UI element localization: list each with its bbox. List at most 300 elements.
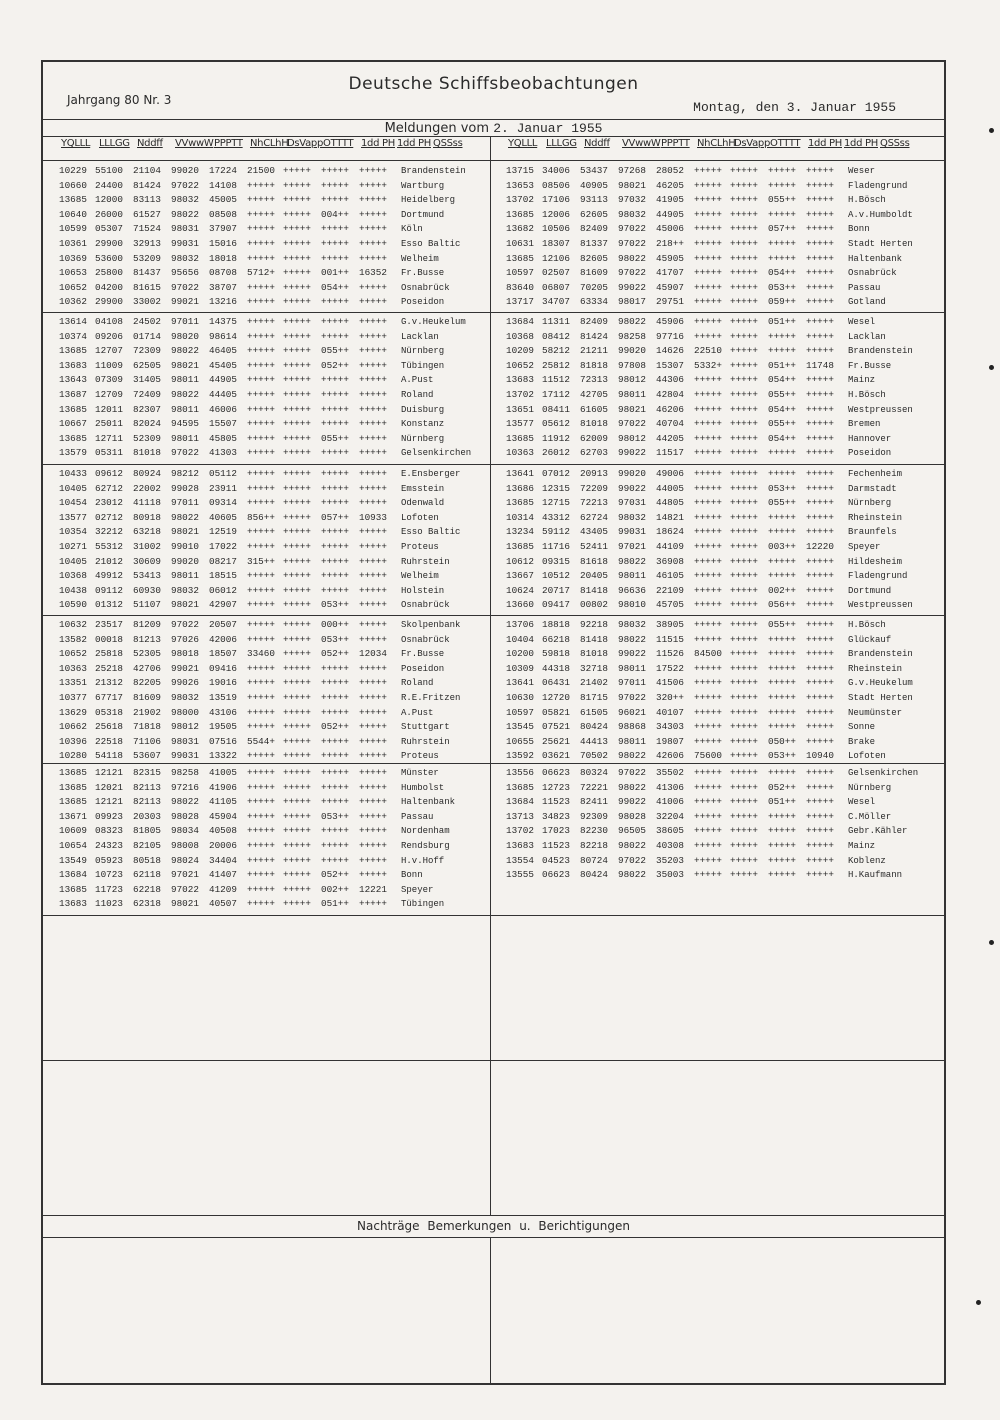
wind-code: 53607	[133, 750, 161, 762]
visibility-code: 98022	[618, 869, 646, 881]
position-code: 44318	[542, 662, 570, 674]
cloud-code: +++++	[694, 810, 722, 822]
wave-code-1: +++++	[359, 619, 387, 630]
wave-code-1: +++++	[806, 692, 834, 703]
wave-code-1: +++++	[806, 432, 834, 444]
wind-code: 72209	[580, 482, 608, 494]
cloud-code: +++++	[694, 194, 722, 206]
visibility-code: 97031	[618, 497, 646, 509]
station-code: 13685	[506, 497, 534, 509]
temp-code: +++++	[768, 869, 796, 881]
position-code: 04108	[95, 316, 123, 327]
course-code: +++++	[730, 721, 758, 733]
cloud-code: +++++	[694, 692, 722, 703]
temp-code: 004++	[321, 208, 349, 220]
temp-code: 057++	[321, 511, 349, 523]
position-code: 12021	[95, 781, 123, 793]
wave-code-1: +++++	[359, 374, 387, 386]
station-code: 13685	[59, 796, 87, 808]
column-header: 1dd PH	[361, 138, 395, 149]
wave-code-1: +++++	[359, 223, 387, 235]
ship-name: Konstanz	[401, 419, 445, 430]
position-code: 11523	[542, 840, 570, 851]
temp-code: +++++	[321, 767, 349, 778]
visibility-code: 98032	[618, 619, 646, 630]
column-header: QSSss	[433, 138, 463, 149]
ship-name: H.Kaufmann	[848, 870, 903, 881]
course-code: +++++	[283, 194, 311, 206]
wind-code: 81418	[580, 633, 608, 645]
ship-name: Rheinstein	[848, 512, 903, 523]
cloud-code: +++++	[694, 432, 722, 444]
station-code: 13685	[506, 781, 534, 793]
ship-name: Hannover	[848, 433, 892, 444]
wind-code: 41118	[133, 497, 161, 509]
meldungen-label: Meldungen vom	[384, 121, 490, 136]
station-code: 10363	[506, 447, 534, 459]
temp-code: +++++	[321, 584, 349, 596]
pressure-code: 41005	[209, 767, 237, 778]
ship-name: Stuttgart	[401, 722, 450, 733]
cloud-code: +++++	[247, 418, 275, 430]
pressure-code: 49006	[656, 468, 684, 479]
course-code: +++++	[283, 432, 311, 444]
temp-code: 055++	[768, 619, 796, 630]
position-code: 02507	[542, 267, 570, 279]
wind-code: 81018	[580, 418, 608, 430]
ship-name: Bremen	[848, 419, 881, 430]
temp-code: +++++	[321, 316, 349, 327]
pressure-code: 40507	[209, 898, 237, 910]
course-code: +++++	[283, 389, 311, 400]
ship-name: A.Pust	[401, 375, 434, 386]
course-code: +++++	[730, 403, 758, 415]
cloud-code: +++++	[694, 296, 722, 308]
position-code: 66218	[542, 633, 570, 645]
station-code: 13686	[506, 482, 534, 494]
temp-code: +++++	[321, 296, 349, 308]
visibility-code: 97022	[171, 883, 199, 895]
page-title: Deutsche Schiffsbeobachtungen	[348, 74, 639, 94]
station-code: 10404	[506, 633, 534, 645]
station-code: 10630	[506, 692, 534, 703]
cloud-code: +++++	[247, 767, 275, 778]
column-header: 1dd PH	[808, 138, 842, 149]
position-code: 05307	[95, 223, 123, 235]
cloud-code: +++++	[694, 403, 722, 415]
course-code: +++++	[730, 267, 758, 279]
wind-code: 82605	[580, 252, 608, 264]
wave-code-1: 10940	[806, 750, 834, 762]
course-code: +++++	[730, 555, 758, 567]
cloud-code: +++++	[694, 267, 722, 279]
wind-code: 53437	[580, 165, 608, 176]
temp-code: 054++	[768, 403, 796, 415]
cloud-code: 5332+	[694, 359, 722, 371]
pressure-code: 11515	[656, 633, 684, 645]
station-code: 10396	[59, 735, 87, 747]
course-code: +++++	[283, 403, 311, 415]
wave-code-1: +++++	[359, 497, 387, 509]
wind-code: 81609	[580, 267, 608, 279]
course-code: +++++	[283, 267, 311, 279]
station-code: 13234	[506, 526, 534, 538]
nachtraege-divider	[490, 1237, 491, 1385]
position-code: 11912	[542, 432, 570, 444]
position-code: 06431	[542, 677, 570, 689]
wind-code: 32913	[133, 238, 161, 249]
wave-code-1: +++++	[806, 252, 834, 264]
temp-code: 002++	[768, 584, 796, 596]
course-code: +++++	[283, 208, 311, 220]
wind-code: 81805	[133, 825, 161, 837]
position-code: 59818	[542, 648, 570, 660]
course-code: +++++	[283, 584, 311, 596]
temp-code: +++++	[321, 781, 349, 793]
ship-name: Nordenham	[401, 826, 450, 837]
visibility-code: 97022	[618, 767, 646, 778]
visibility-code: 98021	[171, 526, 199, 538]
temp-code: +++++	[321, 330, 349, 342]
station-code: 13684	[506, 796, 534, 808]
pressure-code: 28052	[656, 165, 684, 176]
position-code: 09112	[95, 584, 123, 596]
ship-name: Esso Baltic	[401, 239, 461, 249]
cloud-code: +++++	[247, 599, 275, 611]
temp-code: +++++	[321, 825, 349, 837]
station-code: 10200	[506, 648, 534, 660]
ship-name: R.E.Fritzen	[401, 693, 461, 703]
temp-code: 053++	[768, 482, 796, 494]
wind-code: 52305	[133, 648, 161, 660]
ship-name: Mainz	[848, 375, 876, 386]
wave-code-1: +++++	[806, 296, 834, 308]
position-code: 20717	[542, 584, 570, 596]
temp-code: +++++	[768, 854, 796, 866]
cloud-code: +++++	[247, 570, 275, 582]
temp-code: 055++	[321, 345, 349, 357]
wind-code: 53209	[133, 252, 161, 264]
ship-name: Poseidon	[401, 297, 445, 308]
course-code: +++++	[283, 541, 311, 552]
station-code: 13643	[59, 374, 87, 386]
cloud-code: +++++	[694, 223, 722, 235]
visibility-code: 98022	[171, 796, 199, 808]
wave-code-1: +++++	[806, 648, 834, 660]
wave-code-1: +++++	[359, 432, 387, 444]
pressure-code: 40107	[656, 706, 684, 718]
temp-code: 050++	[768, 735, 796, 747]
cloud-code: +++++	[694, 418, 722, 430]
wave-code-1: 12220	[806, 541, 834, 552]
position-code: 62712	[95, 482, 123, 494]
temp-code: 055++	[768, 418, 796, 430]
wind-code: 72409	[133, 389, 161, 400]
cloud-code: +++++	[247, 223, 275, 235]
position-code: 12709	[95, 389, 123, 400]
visibility-code: 99020	[171, 165, 199, 176]
visibility-code: 98022	[171, 345, 199, 357]
course-code: +++++	[730, 526, 758, 538]
pressure-code: 46206	[656, 403, 684, 415]
position-code: 17023	[542, 825, 570, 837]
visibility-code: 98022	[618, 750, 646, 762]
ship-name: Tübingen	[401, 360, 445, 371]
visibility-code: 97011	[618, 677, 646, 689]
wave-code-1: +++++	[806, 316, 834, 327]
course-code: +++++	[283, 179, 311, 191]
punch-hole	[989, 940, 994, 945]
temp-code: +++++	[768, 825, 796, 837]
ship-name: Braunfels	[848, 527, 897, 538]
visibility-code: 98022	[618, 840, 646, 851]
temp-code: +++++	[321, 194, 349, 206]
visibility-code: 98868	[618, 721, 646, 733]
station-code: 13685	[506, 208, 534, 220]
temp-code: +++++	[321, 555, 349, 567]
pressure-code: 38905	[656, 619, 684, 630]
ship-name: Gotland	[848, 297, 886, 308]
ship-name: Haltenbank	[401, 797, 456, 808]
position-code: 11009	[95, 359, 123, 371]
course-code: +++++	[730, 735, 758, 747]
station-code: 13683	[506, 374, 534, 386]
visibility-code: 99022	[618, 648, 646, 660]
wave-code-1: +++++	[806, 796, 834, 808]
wave-code-1: +++++	[806, 555, 834, 567]
cloud-code: 5712+	[247, 267, 275, 279]
wave-code-1: +++++	[806, 208, 834, 220]
cloud-code: +++++	[694, 825, 722, 837]
course-code: +++++	[730, 447, 758, 459]
course-code: +++++	[730, 854, 758, 866]
ship-name: Skolpenbank	[401, 620, 461, 630]
pressure-code: 46405	[209, 345, 237, 357]
wind-code: 81418	[580, 584, 608, 596]
course-code: +++++	[730, 389, 758, 400]
wind-code: 82113	[133, 781, 161, 793]
temp-code: 052++	[321, 359, 349, 371]
cloud-code: +++++	[247, 497, 275, 509]
wind-code: 62218	[133, 883, 161, 895]
course-code: +++++	[730, 468, 758, 479]
station-code: 10363	[59, 662, 87, 674]
pressure-code: 08217	[209, 555, 237, 567]
visibility-code: 99022	[618, 281, 646, 293]
cloud-code: +++++	[247, 825, 275, 837]
temp-code: +++++	[321, 179, 349, 191]
pressure-code: 35003	[656, 869, 684, 881]
wind-code: 82409	[580, 223, 608, 235]
wave-code-1: +++++	[806, 418, 834, 430]
visibility-code: 98010	[618, 599, 646, 611]
punch-hole	[989, 128, 994, 133]
visibility-code: 97021	[171, 869, 199, 881]
course-code: +++++	[730, 825, 758, 837]
ship-name: G.v.Heukelum	[401, 317, 466, 327]
visibility-code: 98028	[618, 810, 646, 822]
course-code: +++++	[730, 662, 758, 674]
visibility-code: 97022	[618, 267, 646, 279]
visibility-code: 98000	[171, 706, 199, 718]
wind-code: 82205	[133, 677, 161, 689]
course-code: +++++	[283, 633, 311, 645]
pressure-code: 15307	[656, 359, 684, 371]
wind-code: 40905	[580, 179, 608, 191]
station-code: 13702	[506, 389, 534, 400]
wind-code: 61527	[133, 208, 161, 220]
station-code: 13577	[506, 418, 534, 430]
wind-code: 72221	[580, 781, 608, 793]
pressure-code: 13322	[209, 750, 237, 762]
course-code: +++++	[283, 511, 311, 523]
pressure-code: 41407	[209, 869, 237, 881]
temp-code: +++++	[768, 526, 796, 538]
wave-code-1: +++++	[359, 482, 387, 494]
visibility-code: 98021	[171, 898, 199, 910]
visibility-code: 98022	[618, 633, 646, 645]
visibility-code: 96636	[618, 584, 646, 596]
pressure-code: 11517	[656, 447, 684, 459]
cloud-code: +++++	[247, 633, 275, 645]
course-code: +++++	[730, 418, 758, 430]
ship-name: Ruhrstein	[401, 736, 450, 747]
temp-code: 054++	[768, 267, 796, 279]
pressure-code: 18624	[656, 526, 684, 538]
pressure-code: 41905	[656, 194, 684, 206]
wind-code: 80518	[133, 854, 161, 866]
temp-code: +++++	[768, 555, 796, 567]
subheader-divider	[43, 136, 946, 137]
visibility-code: 97032	[618, 194, 646, 206]
wind-code: 72213	[580, 497, 608, 509]
course-code: +++++	[283, 468, 311, 479]
position-code: 09923	[95, 810, 123, 822]
visibility-code: 97026	[171, 633, 199, 645]
pressure-code: 11526	[656, 648, 684, 660]
cloud-code: +++++	[247, 403, 275, 415]
wind-code: 81424	[580, 330, 608, 342]
station-code: 13685	[59, 403, 87, 415]
wind-code: 81337	[580, 238, 608, 249]
station-code: 13641	[506, 677, 534, 689]
pressure-code: 45904	[209, 810, 237, 822]
course-code: +++++	[283, 692, 311, 703]
visibility-code: 99022	[618, 482, 646, 494]
wind-code: 60930	[133, 584, 161, 596]
cloud-code: +++++	[247, 432, 275, 444]
position-code: 01312	[95, 599, 123, 611]
temp-code: +++++	[321, 468, 349, 479]
ship-name: Nürnberg	[401, 346, 445, 357]
position-code: 25218	[95, 662, 123, 674]
ship-name: Fladengrund	[848, 180, 908, 191]
position-code: 21312	[95, 677, 123, 689]
pressure-code: 40605	[209, 511, 237, 523]
form-sheet	[41, 60, 946, 1385]
temp-code: +++++	[768, 511, 796, 523]
wind-code: 61605	[580, 403, 608, 415]
pressure-code: 34303	[656, 721, 684, 733]
ship-name: Rendsburg	[401, 841, 450, 851]
station-code: 13715	[506, 165, 534, 176]
pressure-code: 19016	[209, 677, 237, 689]
wind-code: 82105	[133, 840, 161, 851]
wave-code-1: +++++	[359, 750, 387, 762]
pressure-code: 29751	[656, 296, 684, 308]
position-code: 08323	[95, 825, 123, 837]
station-code: 13545	[506, 721, 534, 733]
wave-code-1: +++++	[806, 662, 834, 674]
column-header: DsVapp	[734, 138, 770, 149]
visibility-code: 97022	[618, 238, 646, 249]
ship-name: E.Ensberger	[401, 469, 461, 479]
position-code: 29900	[95, 238, 123, 249]
cloud-code: +++++	[247, 482, 275, 494]
course-code: +++++	[283, 810, 311, 822]
course-code: +++++	[730, 252, 758, 264]
position-code: 25011	[95, 418, 123, 430]
station-code: 13641	[506, 468, 534, 479]
wave-code-1: +++++	[806, 735, 834, 747]
visibility-code: 98022	[171, 208, 199, 220]
cloud-code: +++++	[247, 359, 275, 371]
course-code: +++++	[730, 692, 758, 703]
pressure-code: 20006	[209, 840, 237, 851]
temp-code: +++++	[768, 165, 796, 176]
cloud-code: +++++	[247, 721, 275, 733]
temp-code: +++++	[321, 796, 349, 808]
position-code: 04200	[95, 281, 123, 293]
visibility-code: 98032	[171, 252, 199, 264]
wave-code-1: 11748	[806, 359, 834, 371]
cloud-code: +++++	[694, 165, 722, 176]
wind-code: 81018	[133, 447, 161, 459]
visibility-code: 99031	[171, 238, 199, 249]
pressure-code: 44405	[209, 389, 237, 400]
column-header: OTTTT	[323, 138, 354, 149]
pressure-code: 41303	[209, 447, 237, 459]
cloud-code: +++++	[694, 511, 722, 523]
wave-code-1: +++++	[806, 165, 834, 176]
wave-code-1: +++++	[806, 267, 834, 279]
station-code: 13685	[59, 883, 87, 895]
station-code: 13685	[59, 194, 87, 206]
station-code: 10362	[59, 296, 87, 308]
group-divider	[43, 615, 499, 616]
wave-code-1: +++++	[359, 252, 387, 264]
publication-date: Montag, den 3. Januar 1955	[693, 100, 896, 115]
position-code: 54118	[95, 750, 123, 762]
station-code: 10405	[59, 482, 87, 494]
wave-code-1: +++++	[359, 541, 387, 552]
course-code: +++++	[283, 497, 311, 509]
position-code: 12000	[95, 194, 123, 206]
visibility-code: 98032	[618, 208, 646, 220]
station-code: 10652	[59, 648, 87, 660]
temp-code: 001++	[321, 267, 349, 279]
position-code: 12006	[542, 208, 570, 220]
pressure-code: 42006	[209, 633, 237, 645]
wave-code-1: +++++	[806, 194, 834, 206]
station-code: 13651	[506, 403, 534, 415]
temp-code: +++++	[768, 208, 796, 220]
temp-code: 053++	[321, 810, 349, 822]
wave-code-1: +++++	[806, 497, 834, 509]
visibility-code: 98022	[618, 781, 646, 793]
column-header: YQLLL	[508, 138, 538, 149]
temp-code: +++++	[321, 840, 349, 851]
